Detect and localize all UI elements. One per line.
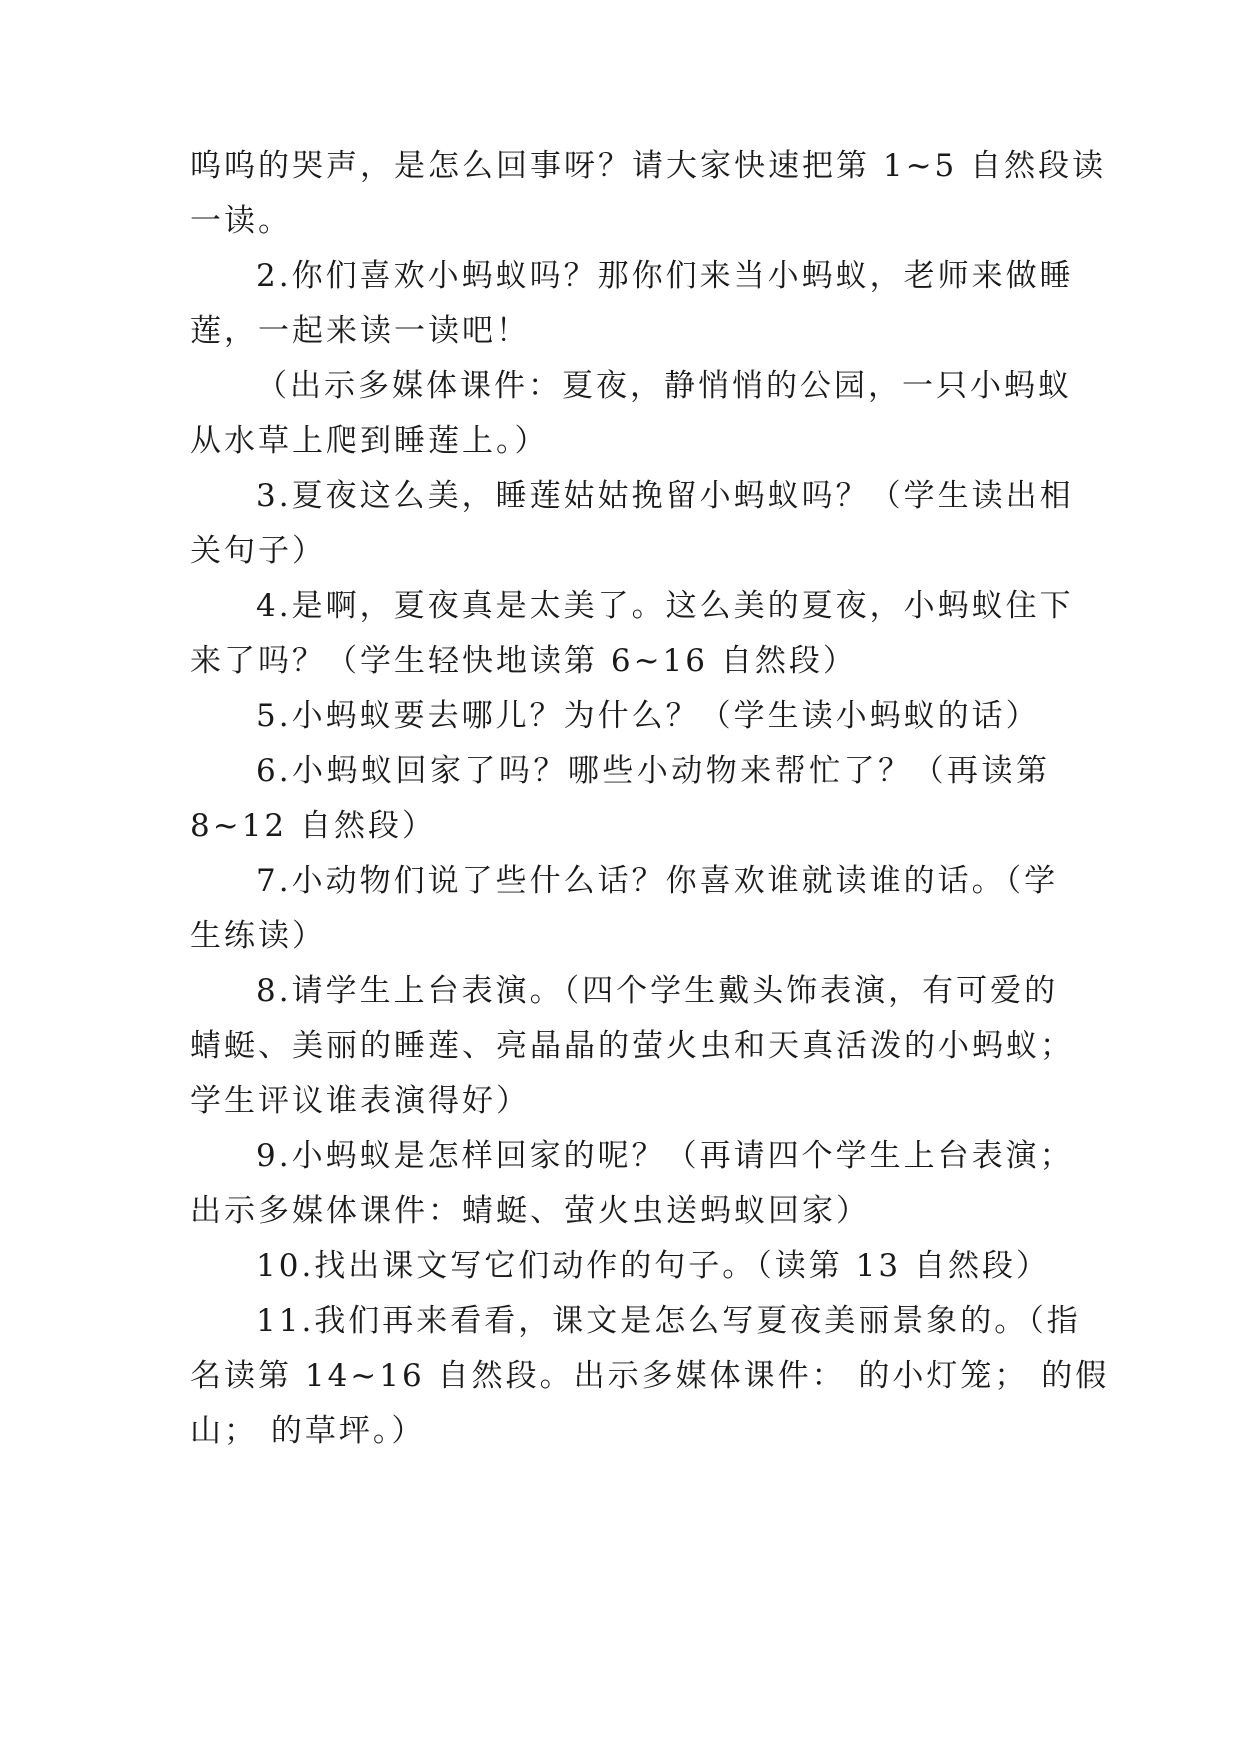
text-line: 来了吗？（学生轻快地读第 6~16 自然段） bbox=[190, 643, 857, 679]
text-line: 山； 的草坪。） bbox=[190, 1413, 426, 1449]
text-line: 5.小蚂蚁要去哪儿？为什么？（学生读小蚂蚁的话） bbox=[256, 698, 1040, 734]
text-line: 学生评议谁表演得好） bbox=[190, 1083, 530, 1119]
text-line: 8~12 自然段） bbox=[190, 808, 436, 844]
text-line: 6.小蚂蚁回家了吗？哪些小动物来帮忙了？（再读第 bbox=[256, 753, 1050, 789]
text-line: 9.小蚂蚁是怎样回家的呢？（再请四个学生上台表演； bbox=[256, 1138, 1074, 1174]
text-line: 8.请学生上台表演。（四个学生戴头饰表演，有可爱的 bbox=[256, 973, 1059, 1009]
text-line: 从水草上爬到睡莲上。） bbox=[190, 423, 549, 459]
text-line: 一读。 bbox=[190, 203, 292, 239]
text-line: 出示多媒体课件：蜻蜓、萤火虫送蚂蚁回家） bbox=[190, 1193, 870, 1229]
text-line: 2.你们喜欢小蚂蚁吗？那你们来当小蚂蚁，老师来做睡 bbox=[256, 258, 1074, 294]
text-line: 生练读） bbox=[190, 918, 326, 954]
text-line: 11.我们再来看看，课文是怎么写夏夜美丽景象的。（指 bbox=[256, 1303, 1081, 1339]
text-line: 3.夏夜这么美，睡莲姑姑挽留小蚂蚁吗？（学生读出相 bbox=[256, 478, 1074, 514]
text-line: 10.找出课文写它们动作的句子。（读第 13 自然段） bbox=[256, 1248, 1050, 1284]
text-line: 莲，一起来读一读吧！ bbox=[190, 313, 530, 349]
text-line: 4.是啊，夏夜真是太美了。这么美的夏夜，小蚂蚁住下 bbox=[256, 588, 1074, 624]
text-line: 关句子） bbox=[190, 533, 326, 569]
text-line: 蜻蜓、美丽的睡莲、亮晶晶的萤火虫和天真活泼的小蚂蚁； bbox=[190, 1028, 1074, 1064]
text-line: 7.小动物们说了些什么话？你喜欢谁就读谁的话。（学 bbox=[256, 863, 1059, 899]
text-line: （出示多媒体课件：夏夜，静悄悄的公园，一只小蚂蚁 bbox=[256, 368, 1072, 404]
text-line: 名读第 14~16 自然段。出示多媒体课件： 的小灯笼； 的假 bbox=[190, 1358, 1110, 1394]
text-line: 呜呜的哭声，是怎么回事呀？请大家快速把第 1~5 自然段读 bbox=[190, 148, 1107, 184]
